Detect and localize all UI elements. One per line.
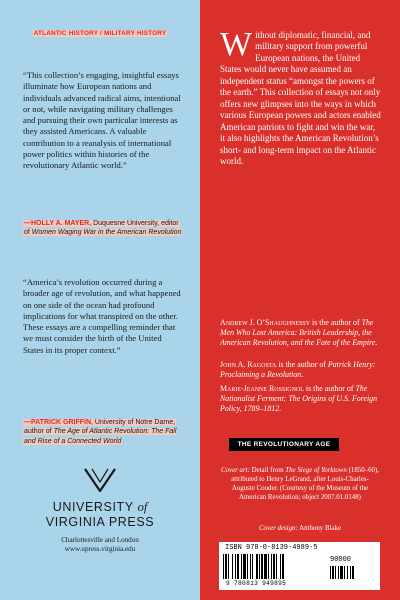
series-badge: THE REVOLUTIONARY AGE — [229, 438, 339, 451]
editor-name: Marie-Jeanne Rossignol — [220, 384, 304, 393]
endorsement-quote: “America’s revolution occurred during a broader age of revolution, and what happened on one side of the ocean had profound implications for what transpired on the other. These essays are a compelling reminder that we must consider the birth of the United States in its proper context.” — [23, 277, 181, 355]
endorser-book: The Age of Atlantic Revolution: The Fall and Rise of a Connected World — [24, 428, 177, 445]
cover-art-credit: Cover art: Detail from The Siege of Yorktown (1850–60), attributed to Henry LeGrand, after Louis-Charles-Auguste Couder. (Courtesy of the Museum of the American Revolution; object 2007.01.0148) — [220, 467, 380, 501]
category-tag: ATLANTIC HISTORY / MILITARY HISTORY — [33, 30, 167, 37]
ean-barcode-icon — [223, 554, 323, 579]
cover-art-title: The Siege of Yorktown — [285, 467, 347, 474]
endorsement-attribution — [23, 219, 183, 238]
price-code: 90000 — [330, 556, 352, 564]
endorser-name: —HOLLY A. MAYER — [24, 220, 90, 227]
editor-bio: Andrew J. O’Shaughnessy is the author of The Men Who Lost America: British Leadership, the American Revolution, and the Fate of the Empire. — [220, 318, 378, 348]
book-description — [220, 26, 382, 167]
publisher-url: www.upress.virginia.edu — [64, 545, 136, 553]
publisher-name-line2: VIRGINIA PRESS — [45, 515, 155, 529]
editor-bio: Marie-Jeanne Rossignol is the author of The Nationalist Ferment: The Origins of U.S. Foreign Policy, 1789–1812. — [220, 384, 378, 414]
editor-name: John A. Ragosta — [220, 360, 277, 369]
cover-design-credit: Cover design: Anthony Blake — [258, 525, 342, 532]
editor-book: The Nationalist Ferment: The Origins of U.S. Foreign Policy, 1789–1812 — [220, 384, 378, 414]
endorser-affiliation: , Duquesne University, editor of — [24, 220, 179, 237]
editor-book: Patrick Henry: Proclaiming a Revolution — [220, 360, 376, 380]
price-barcode-icon — [330, 566, 370, 586]
endorser-book: Women Waging War in the American Revolution — [31, 229, 182, 237]
endorser-affiliation: , University of Notre Dame, author of — [24, 419, 176, 436]
publisher-name-line1: UNIVERSITY of — [52, 500, 148, 514]
endorsement-quote: “This collection’s engaging, insightful essays illuminate how European nations and individuals advanced radical aims, intentional or not, while navigating military challenges and pursuing their own particular interests as they assisted Americans. A valuable contribution to a reanalysis of international power politics within histories of the revolutionary Atlantic world.” — [23, 70, 181, 171]
description-text: ithout diplomatic, financial, and military support from powerful European nations, the United States would never have assumed an independent status “amongst the powers of the earth.” This collection of essays not only offers new glimpses into the ways in which various European powers and actors enabled American patriots to fight and win the war, it also highlights the American Revolution’s short- and long-term impact on the Atlantic world. — [220, 30, 381, 166]
endorsement-attribution — [23, 418, 183, 446]
isbn-number: ISBN 978-0-8139-4989-5 — [225, 544, 318, 552]
ean-digits: 9 780813 949895 — [226, 580, 287, 587]
editor-bio: John A. Ragosta is the author of Patrick Henry: Proclaiming a Revolution. — [220, 360, 376, 380]
drop-cap: W — [220, 26, 253, 63]
publisher-logo-icon — [83, 468, 117, 492]
publisher-location: Charlottesville and London — [61, 536, 139, 544]
endorser-name: —PATRICK GRIFFIN — [24, 419, 92, 426]
editor-book: The Men Who Lost America: British Leadership, the American Revolution, and the Fate of the Empire — [220, 318, 376, 348]
editor-name: Andrew J. O’Shaughnessy — [220, 318, 311, 327]
